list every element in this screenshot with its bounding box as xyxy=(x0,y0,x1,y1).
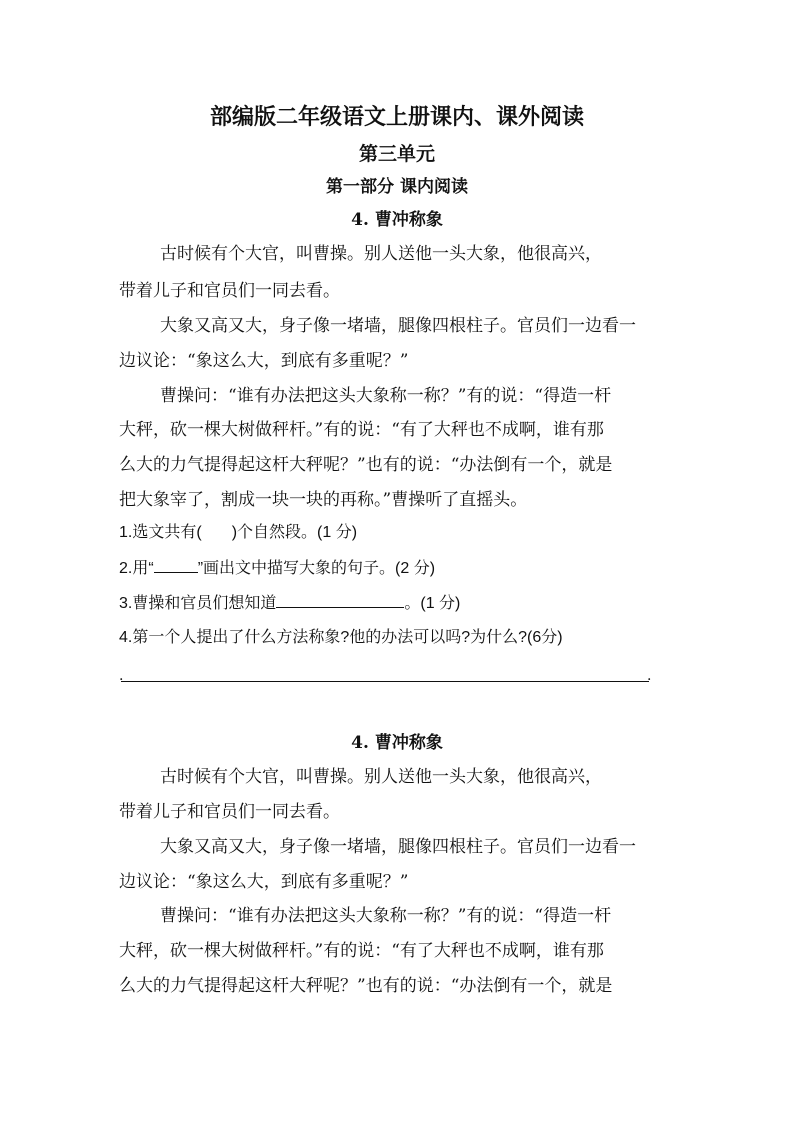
question-1 xyxy=(119,522,357,544)
question-2-text-end: ”画出文中描写大象的句子。(2 分) xyxy=(197,560,436,577)
story-line: 大秤，砍一棵大树做秤杆。”有的说：“有了大秤也不成啊，谁有那 xyxy=(119,420,604,440)
part-heading: 第一部分 课内阅读 xyxy=(326,177,468,197)
story-line: 大象又高又大，身子像一堵墙，腿像四根柱子。官员们一边看一 xyxy=(160,837,636,857)
story-title: 4. 曹冲称象 xyxy=(351,733,443,753)
underline-marker-blank xyxy=(154,557,198,573)
story-line: 边议论：“象这么大，到底有多重呢？” xyxy=(119,872,409,892)
story-line: 古时候有个大官，叫曹操。别人送他一头大象，他很高兴， xyxy=(160,244,602,264)
question-3-text-start: 3.曹操和官员们想知道 xyxy=(119,595,277,612)
answer-line[interactable] xyxy=(121,681,649,682)
story-title: 4. 曹冲称象 xyxy=(351,210,443,230)
story-line: 大秤，砍一棵大树做秤杆。”有的说：“有了大秤也不成啊，谁有那 xyxy=(119,941,604,961)
story-line: 么大的力气提得起这杆大秤呢？”也有的说：“办法倒有一个，就是 xyxy=(119,976,613,996)
story-line: 曹操问：“谁有办法把这头大象称一称？”有的说：“得造一杆 xyxy=(160,386,612,406)
answer-line-end-dot: . xyxy=(647,668,652,684)
question-2 xyxy=(119,557,435,580)
story-line: 带着儿子和官员们一同去看。 xyxy=(119,281,340,301)
story-line: 曹操问：“谁有办法把这头大象称一称？”有的说：“得造一杆 xyxy=(160,906,612,926)
question-1-text-end: )个自然段。(1 分) xyxy=(231,524,358,541)
story-line: 么大的力气提得起这杆大秤呢？”也有的说：“办法倒有一个，就是 xyxy=(119,455,613,475)
document-title: 部编版二年级语文上册课内、课外阅读 xyxy=(209,104,584,130)
question-3 xyxy=(119,592,460,615)
answer-blank[interactable] xyxy=(276,592,404,608)
story-line: 古时候有个大官，叫曹操。别人送他一头大象，他很高兴， xyxy=(160,767,602,787)
story-line: 边议论：“象这么大，到底有多重呢？” xyxy=(119,351,409,371)
question-2-text-start: 2.用“ xyxy=(119,560,154,577)
question-4: 4.第一个人提出了什么方法称象?他的办法可以吗?为什么?(6分) xyxy=(119,629,563,646)
unit-heading: 第三单元 xyxy=(358,143,435,165)
question-1-text-start: 1.选文共有( xyxy=(119,524,202,541)
story-line: 把大象宰了，割成一块一块的再称。”曹操听了直摇头。 xyxy=(119,490,528,510)
answer-line-start-dot: . xyxy=(119,668,124,684)
question-3-text-end: 。(1 分) xyxy=(404,595,461,612)
story-line: 带着儿子和官员们一同去看。 xyxy=(119,802,340,822)
story-line: 大象又高又大，身子像一堵墙，腿像四根柱子。官员们一边看一 xyxy=(160,316,636,336)
